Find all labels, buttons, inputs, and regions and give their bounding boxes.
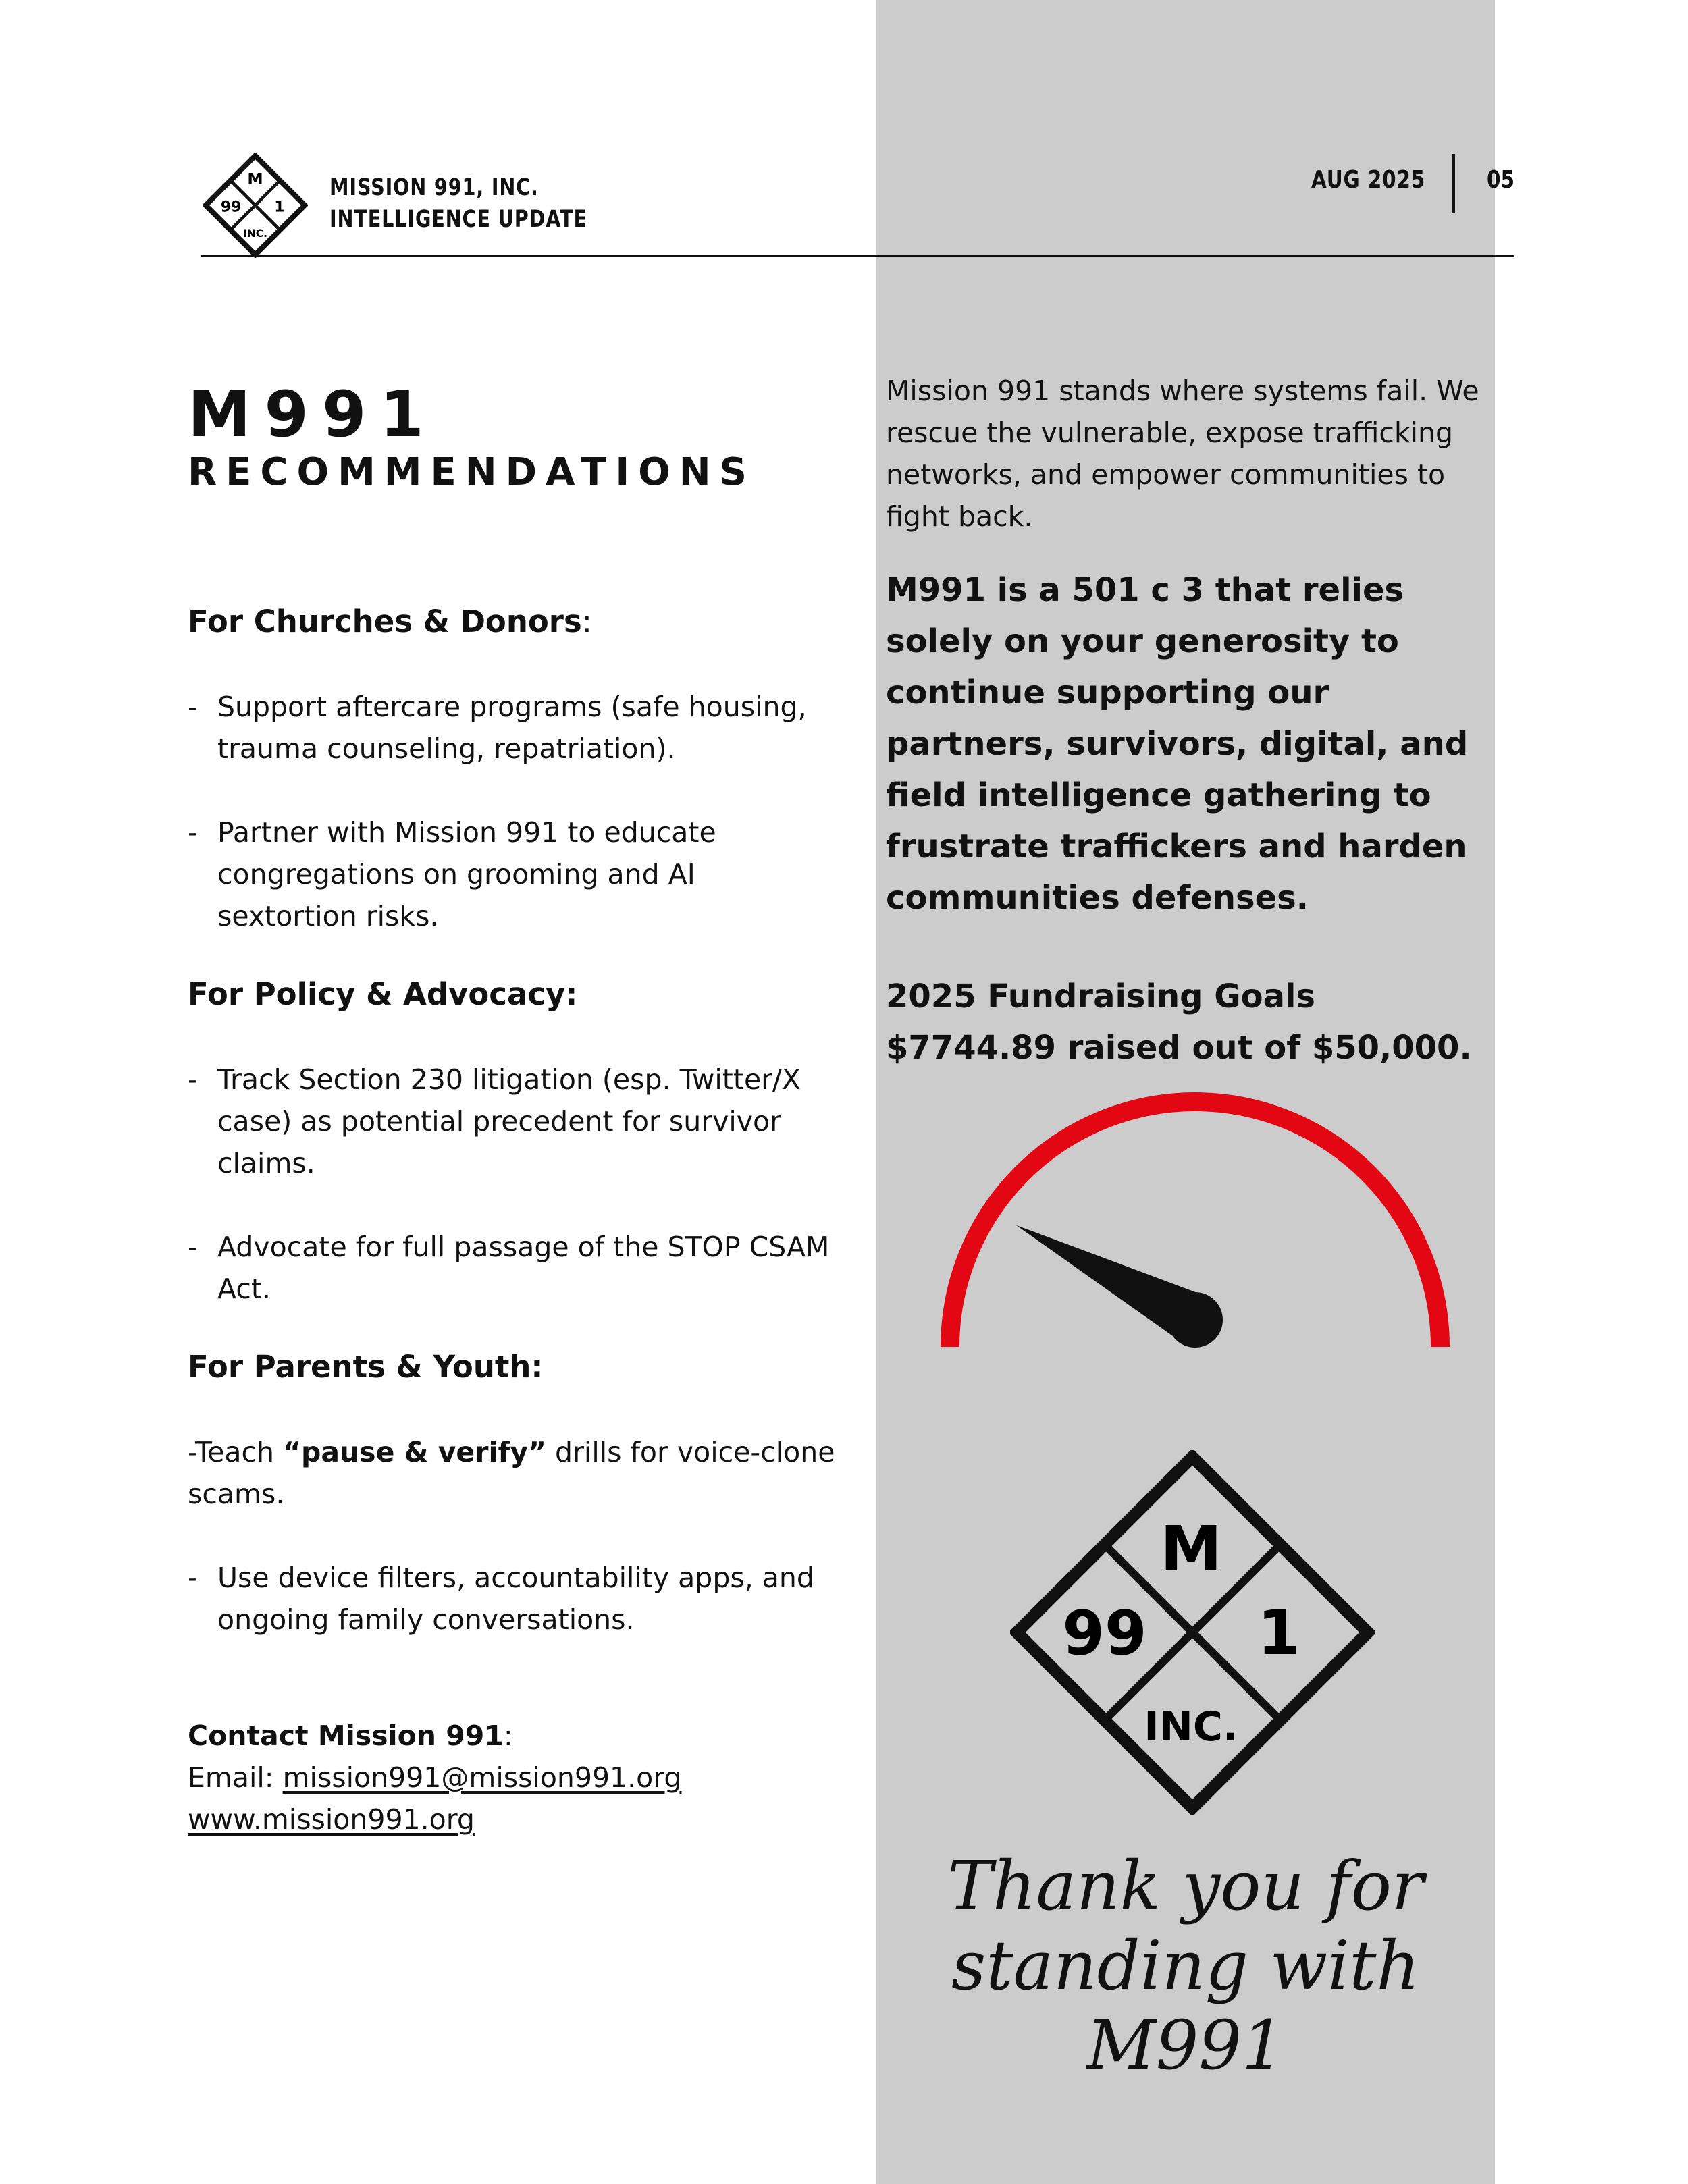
logo-letter-m: M [1160, 1513, 1222, 1585]
list-item: - Support aftercare programs (safe housing, trauma counseling, repatriation). [188, 691, 807, 765]
logo-number-1: 1 [1257, 1597, 1301, 1669]
page-number: 05 [1487, 166, 1515, 194]
mission-intro: Mission 991 stands where systems fail. We rescue the vulnerable, expose trafficking networks, and empower communities to fight back. [886, 375, 1479, 533]
section-heading-policy: For Policy & Advocacy: [188, 976, 578, 1012]
header-org-name [329, 172, 587, 236]
logo-inc: INC. [1144, 1703, 1238, 1751]
header-logo-top: M [247, 169, 263, 188]
website-link[interactable]: www.mission991.org [188, 1803, 475, 1836]
thanks-line1: Thank you for [947, 1846, 1424, 1925]
page-subtitle: RECOMMENDATIONS [188, 450, 756, 494]
gauge-needle [1016, 1225, 1223, 1348]
list-item: - Use device filters, accountability apps, and ongoing family conversations. [188, 1562, 814, 1636]
thank-you-message [878, 1846, 1494, 2085]
recommendations-column [188, 600, 836, 1840]
list-item: - Track Section 230 litigation (esp. Twitter/X case) as potential precedent for survivor claims. [188, 1063, 801, 1179]
contact-block: Contact Mission 991: Email: mission991@mission991.org www.mission991.org [188, 1720, 682, 1836]
header-org-line1: MISSION 991, INC. [329, 174, 539, 201]
header-org-line2: INTELLIGENCE UPDATE [329, 206, 587, 233]
logo-number-99: 99 [1062, 1598, 1147, 1669]
header-logo-bottom: INC. [242, 227, 268, 240]
fundraising-goal-text: 2025 Fundraising Goals $7744.89 raised out of $50,000. [886, 978, 1472, 1067]
header-logo-right: 1 [274, 198, 285, 216]
header-rule [201, 255, 1514, 257]
fundraising-gauge [932, 1080, 1458, 1364]
donation-appeal: M991 is a 501 c 3 that relies solely on your generosity to continue supporting our partners, survivors, digital, and field intelligence gathering to frustrate traffickers and harden communities defenses. [886, 571, 1469, 917]
list-item: - Partner with Mission 991 to educate congregations on grooming and AI sextortion risks. [188, 816, 716, 932]
header-logo-icon [203, 153, 308, 258]
list-item: -Teach “pause & verify” drills for voice-clone scams. [188, 1436, 835, 1510]
m991-logo-icon [1010, 1450, 1375, 1815]
email-link[interactable]: mission991@mission991.org [282, 1761, 682, 1794]
appeal-column [886, 370, 1494, 1073]
section-heading-parents: For Parents & Youth: [188, 1349, 544, 1385]
header-logo-left: 99 [220, 198, 242, 216]
header-divider [1452, 154, 1455, 213]
list-item: - Advocate for full passage of the STOP CSAM Act. [188, 1231, 830, 1305]
section-heading-churches: For Churches & Donors: [188, 604, 592, 639]
thanks-line2: standing with M991 [951, 1926, 1420, 2085]
contact-label: Contact Mission 991 [188, 1720, 504, 1752]
header-date: AUG 2025 [1311, 166, 1426, 194]
page-title: M991 [188, 378, 438, 452]
